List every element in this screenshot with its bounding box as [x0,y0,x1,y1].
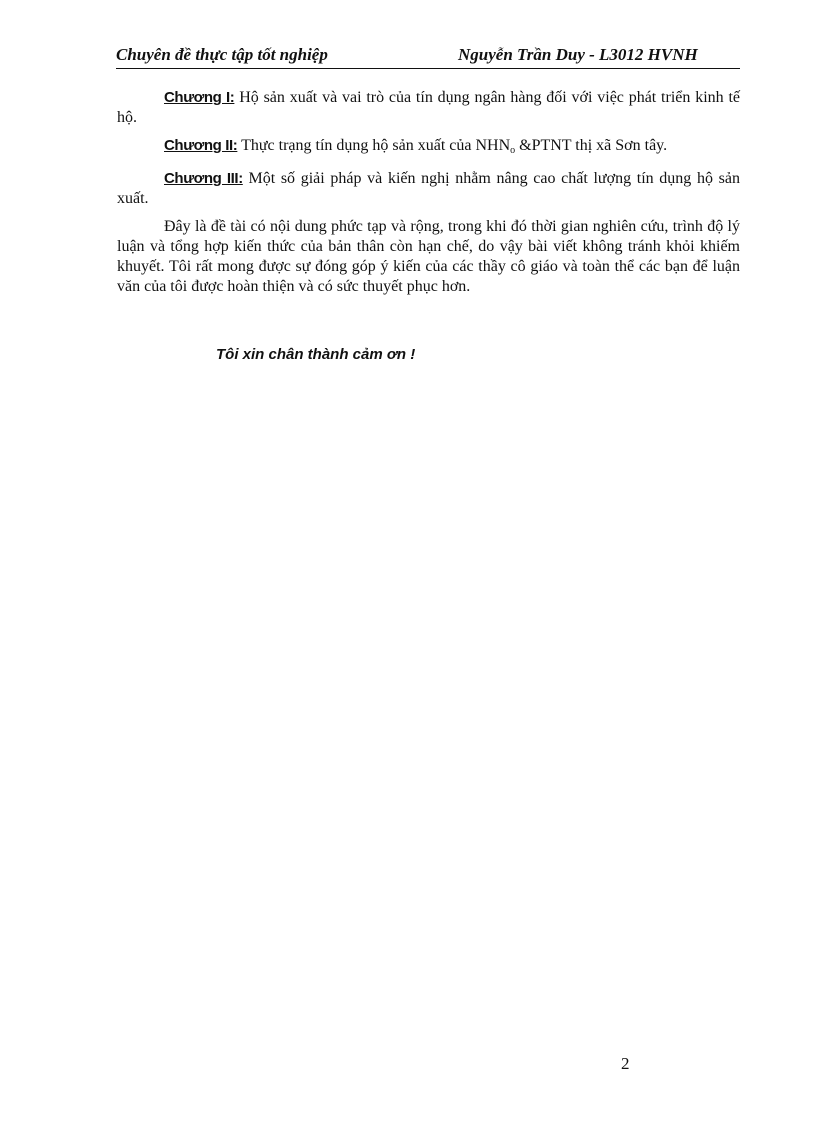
chapter-3-label: Chương III: [164,170,243,187]
chapter-1-label: Chương I: [164,89,235,106]
chapter-2-text: Thực trạng tín dụng hộ sản xuất của NHN [237,137,511,154]
page-number: 2 [621,1054,630,1073]
chapter-2-subscript: o [510,145,516,156]
header-author: Nguyễn Trần Duy - L3012 HVNH [458,45,698,64]
chapter-1-paragraph [117,88,740,128]
thanks-line: Tôi xin chân thành cảm ơn ! [216,346,416,363]
running-header [116,44,740,69]
chapter-3-paragraph [117,169,740,209]
document-body [117,88,740,305]
chapter-2-label: Chương II: [164,137,238,154]
chapter-2-paragraph [117,136,740,161]
header-report-title: Chuyên đề thực tập tốt nghiệp [116,45,328,64]
chapter-2-text-end: &PTNT thị xã Sơn tây. [515,137,668,154]
chapter-3-text: Một số giải pháp và kiến nghị nhằm nâng cao chất lượng tín dụng hộ sản xuất. [117,170,740,207]
closing-paragraph: Đây là đề tài có nội dung phức tạp và rộng, trong khi đó thời gian nghiên cứu, trình độ lý luận và tổng hợp kiến thức của bản thân còn hạn chế, do vậy bài viết không tránh khỏi khiếm khuyết. Tôi rất mong được sự đóng góp ý kiến của các thầy cô giáo và toàn thể các bạn để luận văn của tôi được hoàn thiện và có sức thuyết phục hơn. [117,218,740,295]
chapter-1-text: Hộ sản xuất và vai trò của tín dụng ngân hàng đối với việc phát triển kinh tế hộ. [117,89,740,126]
